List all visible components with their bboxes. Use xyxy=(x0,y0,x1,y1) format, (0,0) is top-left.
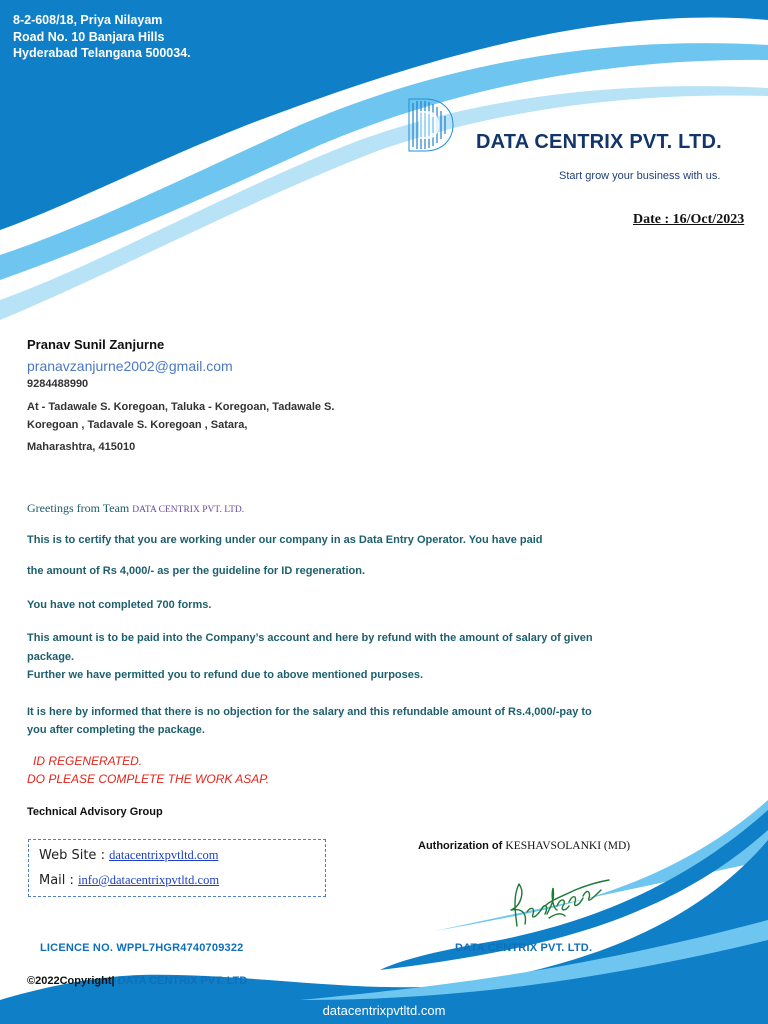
company-address-line: 8-2-608/18, Priya Nilayam xyxy=(13,13,163,27)
recipient-address-line: Maharashtra, 415010 xyxy=(27,441,136,453)
paragraph-objection-line: It is here by informed that there is no objection for the salary and this refundable amount of Rs.4,000/-pay to xyxy=(27,706,592,718)
company-address-line: Hyderabad Telangana 500034. xyxy=(13,46,191,60)
contact-box xyxy=(28,839,326,897)
mail-link[interactable]: info@datacentrixpvtltd.com xyxy=(78,873,220,887)
paragraph-refund-line: package. xyxy=(27,651,75,663)
paragraph-refund-line: This amount is to be paid into the Company’s account and here by refund with the amount of salary of given xyxy=(27,632,593,644)
authorization-label: Authorization of xyxy=(418,840,503,852)
recipient-email[interactable]: pranavzanjurne2002@gmail.com xyxy=(27,358,233,374)
authorization-name: KESHAVSOLANKI (MD) xyxy=(505,840,631,852)
letter-date: Date : 16/Oct/2023 xyxy=(633,212,745,227)
website-row xyxy=(39,848,218,863)
recipient-address-line: Koregoan , Tadavale S. Koregoan , Satara, xyxy=(27,419,248,431)
greeting-text: Greetings from Team xyxy=(27,501,130,515)
mail-row xyxy=(39,873,219,888)
paragraph-refund-line: Further we have permitted you to refund due to above mentioned purposes. xyxy=(27,669,424,681)
alert-id-regenerated: ID REGENERATED. xyxy=(33,754,143,768)
paragraph-certify-line: the amount of Rs 4,000/- as per the guideline for ID regeneration. xyxy=(27,565,366,577)
recipient-name: Pranav Sunil Zanjurne xyxy=(27,337,165,352)
footer-company-name: DATA CENTRIX PVT. LTD. xyxy=(455,942,593,954)
company-address-line: Road No. 10 Banjara Hills xyxy=(13,29,165,44)
greeting-line xyxy=(27,501,244,516)
paragraph-objection-line: you after completing the package. xyxy=(27,724,205,736)
company-name-heading: DATA CENTRIX PVT. LTD. xyxy=(476,131,722,153)
footer-wave-decoration xyxy=(0,800,768,1024)
bottom-website-link[interactable]: datacentrixpvtltd.com xyxy=(322,1003,446,1018)
alert-complete-work: DO PLEASE COMPLETE THE WORK ASAP. xyxy=(27,772,270,786)
licence-number: LICENCE NO. WPPL7HGR4740709322 xyxy=(40,942,244,954)
copyright-text: ©2022Copyright| xyxy=(27,975,115,987)
technical-advisory-group-label: Technical Advisory Group xyxy=(27,806,163,818)
paragraph-certify-line: This is to certify that you are working under our company in as Data Entry Operator. You have paid xyxy=(27,534,543,546)
company-tagline: Start grow your business with us. xyxy=(559,170,721,182)
copyright-line xyxy=(27,975,247,987)
mail-label: Mail : xyxy=(39,873,74,888)
handwritten-signature xyxy=(505,866,615,936)
website-link[interactable]: datacentrixpvtltd.com xyxy=(109,848,219,862)
copyright-company: DATA CENTRIX PVT. LTD xyxy=(117,975,248,987)
recipient-phone: 9284488990 xyxy=(27,378,89,390)
recipient-address-line: At - Tadawale S. Koregoan, Taluka - Koregoan, Tadawale S. xyxy=(27,401,335,413)
paragraph-forms: You have not completed 700 forms. xyxy=(27,599,212,611)
data-centrix-d-logo-icon xyxy=(405,97,455,153)
website-label: Web Site : xyxy=(39,848,105,863)
greeting-company: DATA CENTRIX PVT. LTD. xyxy=(132,505,245,515)
authorization-line xyxy=(418,840,630,852)
